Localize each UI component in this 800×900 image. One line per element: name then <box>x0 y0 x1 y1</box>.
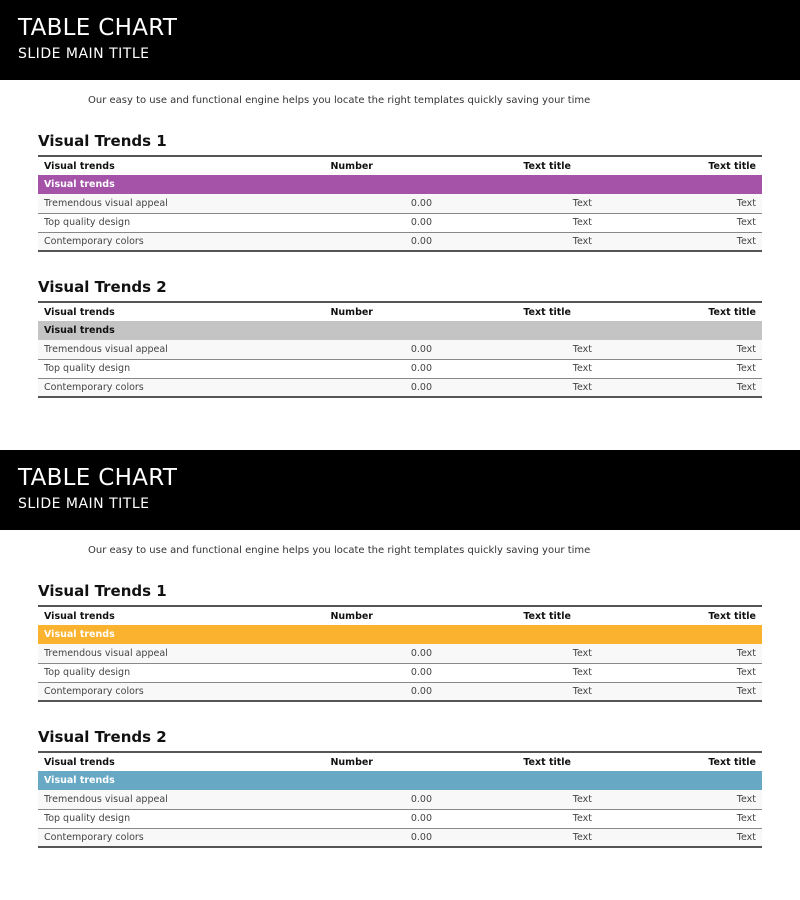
group-label: Visual trends <box>38 625 762 644</box>
slide-title: TABLE CHART <box>18 15 178 41</box>
table-cell: 0.00 <box>318 378 438 397</box>
table-row <box>38 378 762 397</box>
column-header: Text title <box>708 610 756 622</box>
table-cell: Text <box>598 359 762 378</box>
data-table <box>38 155 762 252</box>
column-header: Number <box>330 610 373 622</box>
table-cell: Contemporary colors <box>38 232 318 251</box>
group-row <box>38 771 762 790</box>
column-header: Visual trends <box>44 306 115 318</box>
table-header-row <box>38 752 762 771</box>
table-cell: Tremendous visual appeal <box>38 340 318 359</box>
table-cell: 0.00 <box>318 828 438 847</box>
table-cell: Contemporary colors <box>38 828 318 847</box>
slide <box>0 450 800 900</box>
table-cell: Top quality design <box>38 663 318 682</box>
table-cell: Text <box>598 340 762 359</box>
table-cell: 0.00 <box>318 232 438 251</box>
table-header-row <box>38 156 762 175</box>
table-cell: Top quality design <box>38 809 318 828</box>
table-cell: Text <box>598 232 762 251</box>
table-cell: Top quality design <box>38 359 318 378</box>
intro-text: Our easy to use and functional engine helps you locate the right templates quickly saving your time <box>88 95 591 106</box>
column-header: Visual trends <box>44 756 115 768</box>
table-cell: Contemporary colors <box>38 378 318 397</box>
column-header: Number <box>330 306 373 318</box>
table-cell: Text <box>438 359 598 378</box>
table-heading: Visual Trends 1 <box>38 582 167 600</box>
slide-header <box>0 450 800 530</box>
table-row <box>38 213 762 232</box>
table-header-row <box>38 302 762 321</box>
table-cell: Contemporary colors <box>38 682 318 701</box>
table-cell: 0.00 <box>318 682 438 701</box>
table-row <box>38 232 762 251</box>
table-cell: 0.00 <box>318 359 438 378</box>
table-cell: 0.00 <box>318 644 438 663</box>
column-header: Text title <box>523 756 571 768</box>
slide-subtitle: SLIDE MAIN TITLE <box>18 46 150 62</box>
table-cell: Text <box>598 682 762 701</box>
table-cell: Text <box>438 644 598 663</box>
table-row <box>38 644 762 663</box>
table-cell: 0.00 <box>318 809 438 828</box>
group-row <box>38 625 762 644</box>
table-cell: 0.00 <box>318 340 438 359</box>
table-heading: Visual Trends 2 <box>38 728 167 746</box>
group-label: Visual trends <box>38 175 762 194</box>
table-cell: Text <box>438 340 598 359</box>
group-label: Visual trends <box>38 771 762 790</box>
table-cell: Top quality design <box>38 213 318 232</box>
column-header: Text title <box>708 756 756 768</box>
table-section <box>38 276 762 398</box>
data-table <box>38 605 762 702</box>
table-cell: Text <box>438 232 598 251</box>
slide-subtitle: SLIDE MAIN TITLE <box>18 496 150 512</box>
table-header-row <box>38 606 762 625</box>
table-cell: Text <box>438 213 598 232</box>
column-header: Text title <box>708 160 756 172</box>
table-cell: Text <box>438 194 598 213</box>
table-row <box>38 194 762 213</box>
table-cell: Tremendous visual appeal <box>38 790 318 809</box>
table-cell: Text <box>598 213 762 232</box>
table-cell: Text <box>598 663 762 682</box>
table-section <box>38 726 762 848</box>
table-section <box>38 580 762 702</box>
table-cell: Text <box>598 378 762 397</box>
column-header: Text title <box>523 160 571 172</box>
column-header: Visual trends <box>44 610 115 622</box>
column-header: Number <box>330 160 373 172</box>
table-row <box>38 663 762 682</box>
group-label: Visual trends <box>38 321 762 340</box>
table-cell: Text <box>438 809 598 828</box>
table-cell: Text <box>598 809 762 828</box>
table-cell: 0.00 <box>318 663 438 682</box>
table-cell: Tremendous visual appeal <box>38 644 318 663</box>
table-cell: 0.00 <box>318 213 438 232</box>
table-cell: 0.00 <box>318 790 438 809</box>
table-heading: Visual Trends 1 <box>38 132 167 150</box>
column-header: Number <box>330 756 373 768</box>
table-cell: Text <box>438 663 598 682</box>
table-cell: Text <box>598 790 762 809</box>
table-cell: Tremendous visual appeal <box>38 194 318 213</box>
table-row <box>38 828 762 847</box>
slide-title: TABLE CHART <box>18 465 178 491</box>
table-row <box>38 790 762 809</box>
column-header: Text title <box>523 610 571 622</box>
column-header: Visual trends <box>44 160 115 172</box>
data-table <box>38 301 762 398</box>
table-cell: Text <box>598 828 762 847</box>
table-cell: Text <box>438 682 598 701</box>
column-header: Text title <box>523 306 571 318</box>
data-table <box>38 751 762 848</box>
table-section <box>38 130 762 252</box>
group-row <box>38 321 762 340</box>
table-cell: 0.00 <box>318 194 438 213</box>
table-cell: Text <box>438 790 598 809</box>
table-row <box>38 682 762 701</box>
table-row <box>38 809 762 828</box>
table-heading: Visual Trends 2 <box>38 278 167 296</box>
table-row <box>38 340 762 359</box>
group-row <box>38 175 762 194</box>
table-cell: Text <box>598 194 762 213</box>
column-header: Text title <box>708 306 756 318</box>
slide-header <box>0 0 800 80</box>
intro-text: Our easy to use and functional engine helps you locate the right templates quickly saving your time <box>88 545 591 556</box>
table-cell: Text <box>438 828 598 847</box>
table-cell: Text <box>438 378 598 397</box>
table-cell: Text <box>598 644 762 663</box>
table-row <box>38 359 762 378</box>
